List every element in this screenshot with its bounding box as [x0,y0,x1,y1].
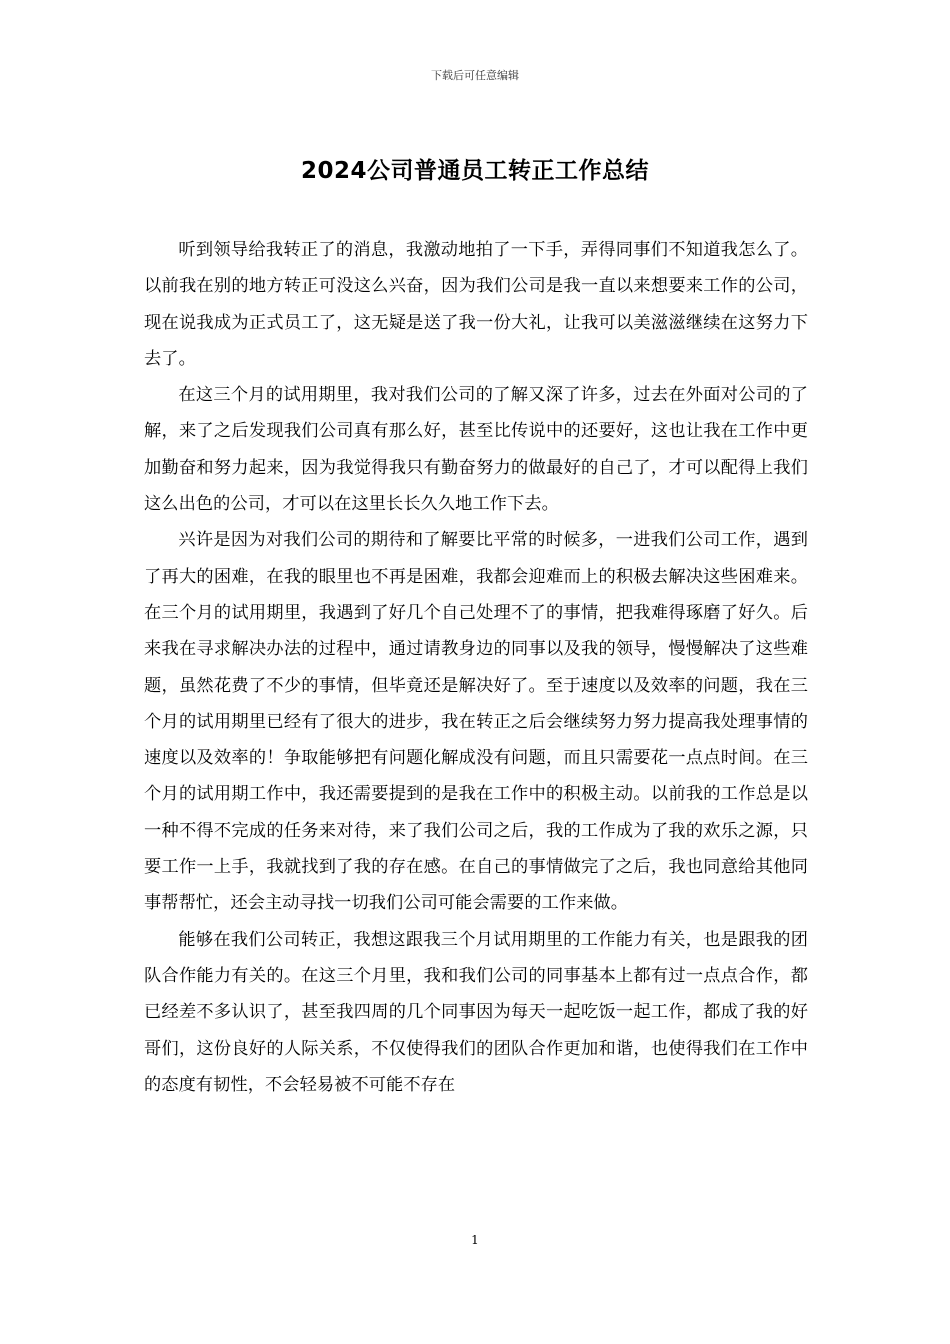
page-number: 1 [471,1233,479,1247]
paragraph-3: 兴许是因为对我们公司的期待和了解要比平常的时候多，一进我们公司工作，遇到了再大的困难，在我的眼里也不再是困难，我都会迎难而上的积极去解决这些困难来。在三个月的试用期里，我遇到了好几个自己处理不了的事情，把我难得琢磨了好久。后来我在寻求解决办法的过程中，通过请教身边的同事以及我的领导，慢慢解决了这些难题，虽然花费了不少的事情，但毕竟还是解决好了。至于速度以及效率的问题，我在三个月的试用期里已经有了很大的进步，我在转正之后会继续努力努力提高我处理事情的速度以及效率的！争取能够把有问题化解成没有问题，而且只需要花一点点时间。在三个月的试用期工作中，我还需要提到的是我在工作中的积极主动。以前我的工作总是以一种不得不完成的任务来对待，来了我们公司之后，我的工作成为了我的欢乐之源，只要工作一上手，我就找到了我的存在感。在自己的事情做完了之后，我也同意给其他同事帮帮忙，还会主动寻找一切我们公司可能会需要的工作来做。 [144,530,808,914]
paragraph-1: 听到领导给我转正了的消息，我激动地拍了一下手，弄得同事们不知道我怎么了。以前我在别的地方转正可没这么兴奋，因为我们公司是我一直以来想要来工作的公司，现在说我成为正式员工了，这无疑是送了我一份大礼，让我可以美滋滋继续在这努力下去了。 [144,240,808,369]
document-body [144,232,808,1103]
paragraph-4: 能够在我们公司转正，我想这跟我三个月试用期里的工作能力有关，也是跟我的团队合作能力有关的。在这三个月里，我和我们公司的同事基本上都有过一点点合作，都已经差不多认识了，甚至我四周的几个同事因为每天一起吃饭一起工作，都成了我的好哥们，这份良好的人际关系，不仅使得我们的团队合作更加和谐，也使得我们在工作中的态度有韧性，不会轻易被不可能不存在 [144,929,808,1095]
paragraph-2: 在这三个月的试用期里，我对我们公司的了解又深了许多，过去在外面对公司的了解，来了之后发现我们公司真有那么好，甚至比传说中的还要好，这也让我在工作中更加勤奋和努力起来，因为我觉得我只有勤奋努力的做最好的自己了，才可以配得上我们这么出色的公司，才可以在这里长长久久地工作下去。 [144,385,808,515]
document-title: 2024公司普通员工转正工作总结 [300,158,649,184]
header-note: 下载后可任意编辑 [431,69,519,82]
